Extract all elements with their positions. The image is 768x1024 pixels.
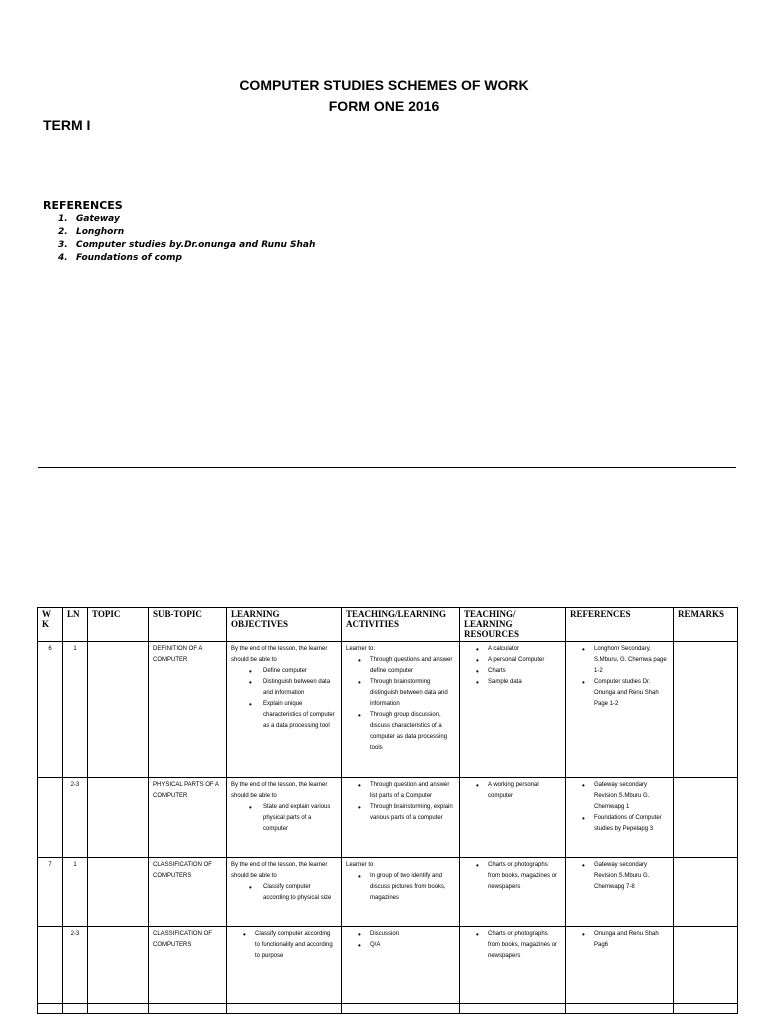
- table-header-row: [38, 608, 738, 642]
- table-row: [38, 778, 738, 858]
- list-item: • Through questions and answer define computer: [346, 655, 455, 677]
- cell-remarks: [674, 642, 738, 778]
- table-row-empty: [38, 1004, 738, 1014]
- cell-remarks: [674, 858, 738, 927]
- cell-remarks: [674, 778, 738, 858]
- cell-subtopic: PHYSICAL PARTS OF A COMPUTER: [149, 778, 227, 858]
- cell-resources: [460, 778, 566, 858]
- list-item: • Charts or photographs from books, magazines or newspapers: [464, 929, 561, 962]
- list-item: • Computer studies Dr. Onunga and Renu Shah Page 1-2: [570, 677, 669, 710]
- cell-resources: [460, 927, 566, 1004]
- list-item: • Through question and answer list parts of a Computer: [346, 780, 455, 802]
- list-item: • Q/A: [346, 940, 455, 951]
- objectives-intro: By the end of the lesson, the learner should be able to: [231, 646, 328, 663]
- cell-resources: [460, 642, 566, 778]
- cell-subtopic: DEFINITION OF A COMPUTER: [149, 642, 227, 778]
- list-item: • Sample data: [464, 677, 561, 688]
- cell-topic: [88, 778, 149, 858]
- cell-wk: 6: [38, 642, 63, 778]
- cell-objectives: [227, 642, 342, 778]
- horizontal-divider: [38, 467, 736, 468]
- cell-references: [566, 927, 674, 1004]
- cell-activities: [342, 858, 460, 927]
- header-ln: LN: [63, 608, 88, 642]
- cell-objectives: [227, 858, 342, 927]
- list-item: • Longhorn Secondary. S.Mburu, G. Chemwa page 1-2: [570, 644, 669, 677]
- cell-wk: [38, 778, 63, 858]
- list-item: • Gateway secondary Revision S.Mburu G. Chemwapg 1: [570, 780, 669, 813]
- list-item: • A calculator: [464, 644, 561, 655]
- cell-topic: [88, 858, 149, 927]
- list-item: • Define computer: [231, 666, 337, 677]
- header-resources: TEACHING/ LEARNING RESOURCES: [460, 608, 566, 642]
- activities-intro: Learner to:: [346, 646, 376, 652]
- reference-item: 2. Longhorn: [58, 227, 125, 237]
- cell-objectives: [227, 927, 342, 1004]
- header-subtopic: SUB-TOPIC: [149, 608, 227, 642]
- header-topic: TOPIC: [88, 608, 149, 642]
- list-item: • Through group discussion, discuss characteristics of a computer as data processing tools: [346, 710, 455, 754]
- header-objectives: LEARNING OBJECTIVES: [227, 608, 342, 642]
- table-row: [38, 642, 738, 778]
- scheme-of-work-table: [37, 607, 738, 1014]
- objectives-intro: By the end of the lesson, the learner should be able to: [231, 862, 328, 879]
- document-subtitle: FORM ONE 2016: [328, 98, 440, 114]
- cell-topic: [88, 927, 149, 1004]
- list-item: • A working personal computer: [464, 780, 561, 802]
- list-item: • Distinguish between data and information: [231, 677, 337, 699]
- cell-ln: 2-3: [63, 778, 88, 858]
- list-item: • Explain unique characteristics of computer as a data processing tool: [231, 699, 337, 732]
- list-item: • Through brainstorming, explain various parts of a computer: [346, 802, 455, 824]
- cell-subtopic: CLASSIFICATION OF COMPUTERS: [149, 927, 227, 1004]
- cell-remarks: [674, 927, 738, 1004]
- reference-item: 3. Computer studies by.Dr.onunga and Runu Shah: [58, 240, 316, 250]
- cell-topic: [88, 642, 149, 778]
- header-activities: TEACHING/LEARNING ACTIVITIES: [342, 608, 460, 642]
- list-item: • Charts: [464, 666, 561, 677]
- document-title: COMPUTER STUDIES SCHEMES OF WORK: [239, 77, 529, 93]
- list-item: • Foundations of Computer studies by Pepelapg 3: [570, 813, 669, 835]
- header-references: REFERENCES: [566, 608, 674, 642]
- reference-item: 4. Foundations of comp: [58, 253, 183, 263]
- list-item: • Gateway secondary Revision S.Mburu G. Chemwapg 7-8: [570, 860, 669, 893]
- cell-ln: 1: [63, 858, 88, 927]
- references-list: [58, 213, 315, 265]
- cell-wk: 7: [38, 858, 63, 927]
- list-item: • In group of two identify and discuss pictures from books, magazines: [346, 871, 455, 904]
- list-item: • Charts or photographs from books, magazines or newspapers: [464, 860, 561, 893]
- term-heading: TERM I: [43, 117, 91, 133]
- reference-item: 1. Gateway: [58, 214, 120, 224]
- activities-intro: Learner to: [346, 862, 374, 868]
- list-item: • State and explain various physical parts of a computer: [231, 802, 337, 835]
- objectives-intro: By the end of the lesson, the learner should be able to: [231, 782, 328, 799]
- cell-references: [566, 858, 674, 927]
- cell-resources: [460, 858, 566, 927]
- table-row: [38, 858, 738, 927]
- cell-ln: 2-3: [63, 927, 88, 1004]
- cell-ln: 1: [63, 642, 88, 778]
- cell-references: [566, 642, 674, 778]
- list-item: • A personal Computer: [464, 655, 561, 666]
- list-item: • Classify computer according to functionality and according to purpose: [231, 929, 337, 962]
- list-item: • Through brainstorming distinguish between data and information: [346, 677, 455, 710]
- cell-activities: [342, 778, 460, 858]
- cell-activities: [342, 642, 460, 778]
- header-remarks: REMARKS: [674, 608, 738, 642]
- list-item: • Classify computer according to physical size: [231, 882, 337, 904]
- table-row: [38, 927, 738, 1004]
- cell-activities: [342, 927, 460, 1004]
- list-item: • Onunga and Renu Shah Pag6: [570, 929, 669, 951]
- cell-subtopic: CLASSIFICATION OF COMPUTERS: [149, 858, 227, 927]
- list-item: • Discussion: [346, 929, 455, 940]
- cell-references: [566, 778, 674, 858]
- header-wk: W K: [38, 608, 63, 642]
- cell-objectives: [227, 778, 342, 858]
- references-heading: REFERENCES: [43, 199, 123, 212]
- cell-wk: [38, 927, 63, 1004]
